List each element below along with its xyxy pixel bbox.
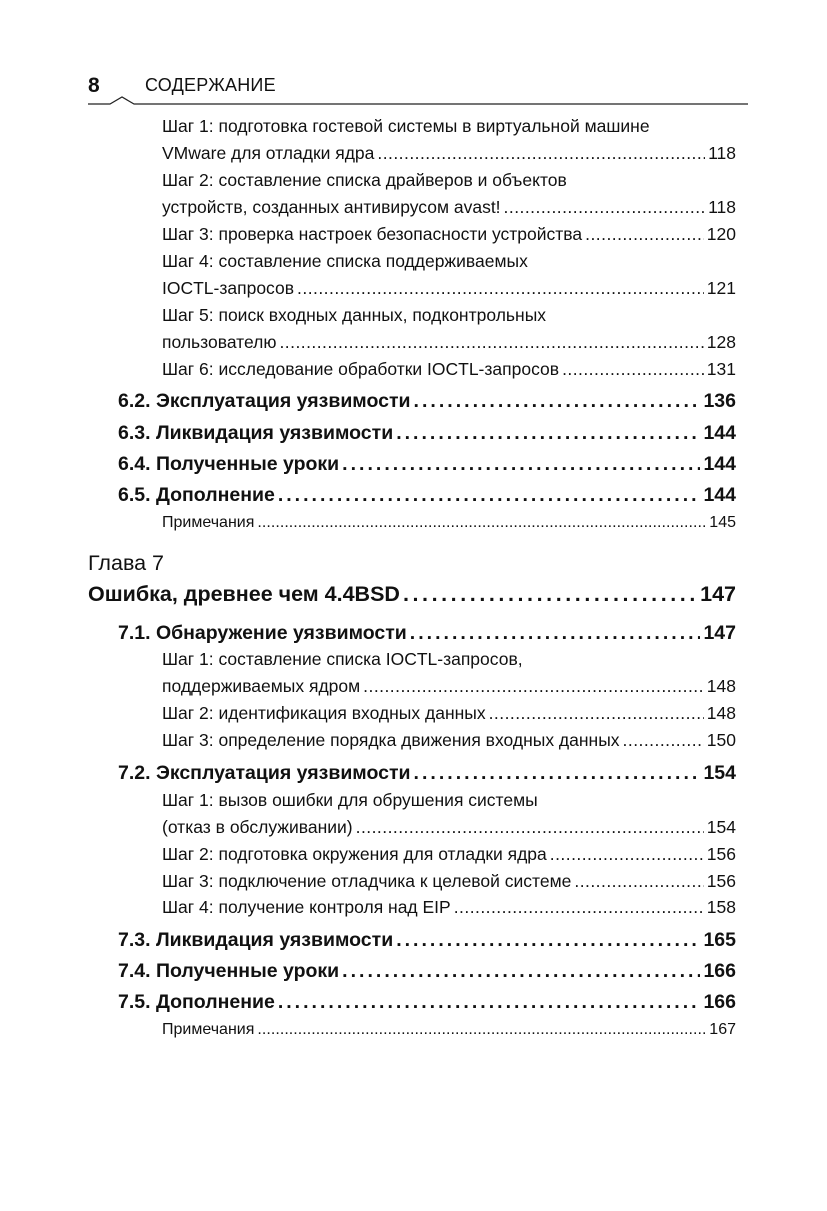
running-head: СОДЕРЖАНИЕ (145, 75, 276, 95)
page-ref: 145 (709, 514, 736, 531)
section-entry[interactable] (118, 762, 736, 785)
toc-entry-text: Шаг 1: составление списка IOCTL-запросов, (162, 649, 523, 669)
toc-entry-text: Шаг 2: составление списка драйверов и объектов (162, 170, 567, 190)
toc-entry-title: Шаг 3: подключение отладчика к целевой системе (162, 871, 572, 891)
toc-entry-text: Шаг 1: подготовка гостевой системы в виртуальной машине (162, 116, 650, 136)
dot-leader (278, 991, 701, 1014)
dot-leader (342, 960, 700, 983)
toc-entry-title: VMware для отладки ядра (162, 143, 375, 163)
header-rule (88, 94, 748, 108)
section-entry[interactable] (118, 453, 736, 476)
toc-entry-title: Шаг 3: проверка настроек безопасности устройства (162, 224, 583, 244)
dot-leader (363, 676, 704, 697)
page-ref: 147 (700, 582, 736, 606)
toc-entry-title: Примечания (162, 514, 255, 531)
dot-leader (414, 390, 701, 413)
dot-leader (414, 762, 701, 785)
page-ref: 156 (706, 871, 736, 891)
toc-entry-title: Шаг 3: определение порядка движения входных данных (162, 730, 620, 750)
toc-entry-title: поддерживаемых ядром (162, 676, 361, 696)
page-ref: 166 (703, 991, 736, 1013)
toc-entry[interactable] (162, 871, 736, 892)
toc-entry-title: 7.5. Дополнение (118, 991, 275, 1013)
page-ref: 154 (706, 817, 736, 837)
page-ref: 120 (706, 224, 736, 244)
toc-entry[interactable] (162, 278, 736, 299)
dot-leader (489, 703, 704, 724)
toc-entry-title: Шаг 2: идентификация входных данных (162, 703, 486, 723)
toc-entry[interactable] (162, 332, 736, 353)
toc-entry[interactable] (162, 1021, 736, 1039)
page-ref: 136 (703, 390, 736, 412)
dot-leader (257, 1021, 706, 1039)
toc-entry-title: Примечания (162, 1021, 255, 1038)
toc-entry-title: 6.5. Дополнение (118, 484, 275, 506)
page-ref: 148 (706, 703, 736, 723)
toc-entry-title: 6.4. Полученные уроки (118, 453, 340, 475)
toc-entry[interactable] (162, 844, 736, 865)
dot-leader (396, 929, 700, 952)
dot-leader (550, 844, 704, 865)
toc-entry[interactable] (162, 224, 736, 245)
page-ref: 121 (706, 278, 736, 298)
toc-entry[interactable] (162, 359, 736, 380)
page-ref: 154 (703, 762, 736, 784)
dot-leader (278, 484, 701, 507)
page-number: 8 (88, 74, 100, 97)
toc-entry-title: Шаг 4: получение контроля над EIP (162, 897, 451, 917)
section-entry[interactable] (118, 422, 736, 445)
dot-leader (410, 622, 701, 645)
page-ref: 165 (703, 929, 736, 951)
page-ref: 156 (706, 844, 736, 864)
toc-entry-title: 7.2. Эксплуатация уязвимости (118, 762, 411, 784)
toc-entry-title: Ошибка, древнее чем 4.4BSD (88, 582, 400, 606)
toc-entry-title: 7.3. Ликвидация уязвимости (118, 929, 394, 951)
toc-entry[interactable] (162, 817, 736, 838)
page-ref: 118 (708, 197, 736, 217)
chapter-entry[interactable] (88, 582, 736, 607)
toc-entry[interactable] (162, 514, 736, 532)
page-ref: 144 (703, 422, 736, 444)
toc-entry[interactable] (162, 897, 736, 918)
dot-leader (377, 143, 705, 164)
dot-leader (257, 514, 706, 532)
page-ref: 158 (706, 897, 736, 917)
page-ref: 150 (706, 730, 736, 750)
dot-leader (623, 730, 704, 751)
page-ref: 144 (703, 453, 736, 475)
toc-entry-title: 6.2. Эксплуатация уязвимости (118, 390, 411, 412)
toc-entry[interactable] (162, 197, 736, 218)
dot-leader (504, 197, 706, 218)
toc-entry-title: Шаг 6: исследование обработки IOCTL-запросов (162, 359, 560, 379)
dot-leader (396, 422, 700, 445)
section-entry[interactable] (118, 622, 736, 645)
toc-entry[interactable] (162, 676, 736, 697)
toc-entry-text: Шаг 4: составление списка поддерживаемых (162, 251, 528, 271)
toc-entry-title: 6.3. Ликвидация уязвимости (118, 422, 394, 444)
toc-entry-title: пользователю (162, 332, 277, 352)
toc-entry-text: Шаг 1: вызов ошибки для обрушения системы (162, 790, 538, 810)
section-entry[interactable] (118, 484, 736, 507)
dot-leader (585, 224, 704, 245)
page-ref: 131 (706, 359, 736, 379)
page-ref: 166 (703, 960, 736, 982)
dot-leader (356, 817, 704, 838)
toc-entry-title: 7.1. Обнаружение уязвимости (118, 622, 407, 644)
page-header (88, 72, 748, 112)
page-ref: 147 (703, 622, 736, 644)
dot-leader (574, 871, 703, 892)
toc-entry-text: Шаг 5: поиск входных данных, подконтрольных (162, 305, 547, 325)
toc-entry[interactable] (162, 143, 736, 164)
dot-leader (279, 332, 703, 353)
page-ref: 128 (706, 332, 736, 352)
dot-leader (562, 359, 704, 380)
dot-leader (297, 278, 704, 299)
toc-entry-title: IOCTL-запросов (162, 278, 295, 298)
page-ref: 148 (706, 676, 736, 696)
section-entry[interactable] (118, 929, 736, 952)
dot-leader (454, 897, 704, 918)
dot-leader (403, 582, 697, 607)
page-ref: 167 (709, 1021, 736, 1038)
toc-entry[interactable] (162, 703, 736, 724)
toc-entry-title: 7.4. Полученные уроки (118, 960, 340, 982)
toc-entry-title: (отказ в обслуживании) (162, 817, 353, 837)
page-ref: 144 (703, 484, 736, 506)
section-entry[interactable] (118, 390, 736, 413)
toc-entry-title: устройств, созданных антивирусом avast! (162, 197, 501, 217)
page-ref: 118 (708, 143, 736, 163)
toc-entry[interactable] (162, 730, 736, 751)
section-entry[interactable] (118, 991, 736, 1014)
section-entry[interactable] (118, 960, 736, 983)
toc-entry-title: Шаг 2: подготовка окружения для отладки ядра (162, 844, 547, 864)
chapter-label: Глава 7 (88, 551, 165, 575)
dot-leader (342, 453, 700, 476)
